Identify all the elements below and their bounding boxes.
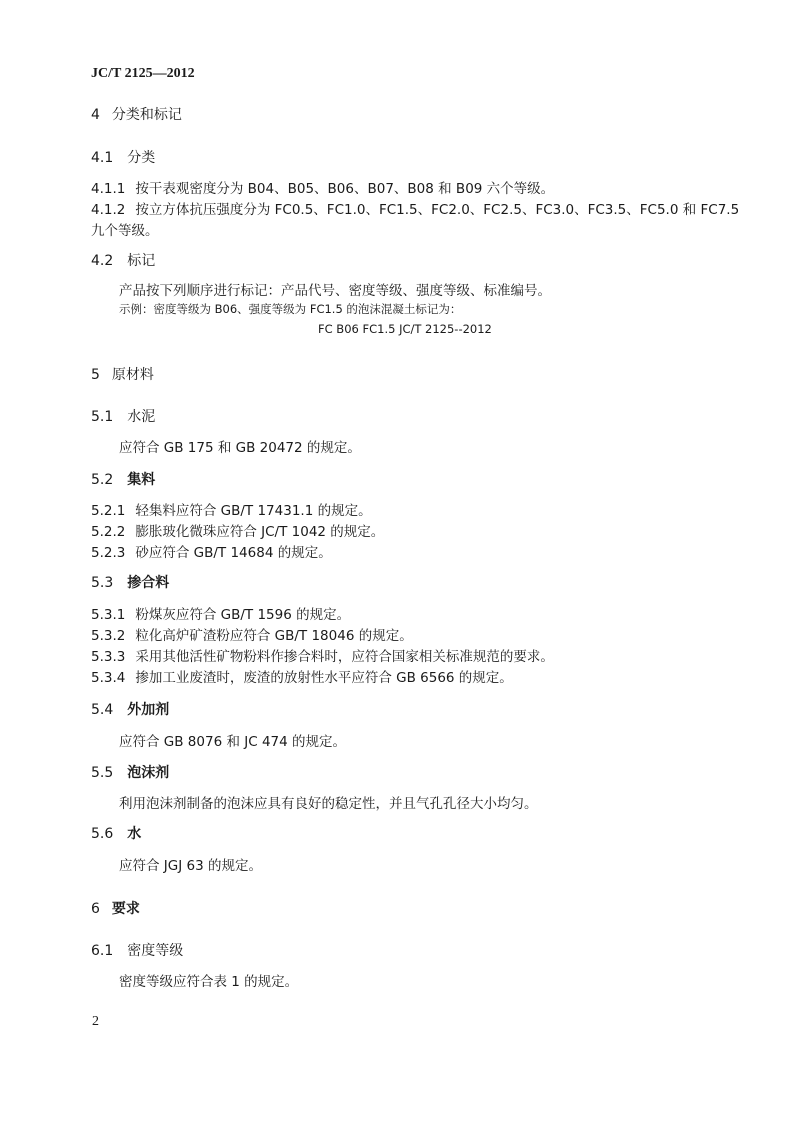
clause-5-2-3 bbox=[91, 541, 332, 561]
section-title: 分类 bbox=[127, 150, 156, 166]
clause-text: 掺加工业废渣时，废渣的放射性水平应符合 GB 6566 的规定。 bbox=[135, 670, 513, 686]
heading-section-4 bbox=[91, 104, 182, 124]
heading-5-4 bbox=[91, 699, 169, 719]
clause-number: 5.3.2 bbox=[91, 628, 126, 644]
clause-5-5-text: 利用泡沫剂制备的泡沫应具有良好的稳定性，并且气孔孔径大小均匀。 bbox=[119, 796, 538, 812]
section-number: 4.1 bbox=[91, 150, 114, 166]
clause-number: 5.2.1 bbox=[91, 503, 126, 519]
section-title: 要求 bbox=[111, 901, 140, 917]
clause-text: 采用其他活性矿物粉料作掺合料时，应符合国家相关标准规范的要求。 bbox=[135, 649, 554, 665]
clause-text: 按立方体抗压强度分为 FC0.5、FC1.0、FC1.5、FC2.0、FC2.5、FC3.0、FC3.5、FC5.0 和 FC7.5 bbox=[135, 202, 740, 218]
section-number: 5.3 bbox=[91, 575, 114, 591]
clause-5-3-1 bbox=[91, 603, 350, 623]
section-number: 4 bbox=[91, 107, 100, 123]
marking-example-code: FC B06 FC1.5 JC/T 2125--2012 bbox=[318, 322, 492, 336]
section-number: 5 bbox=[91, 367, 100, 383]
marking-order-text: 产品按下列顺序进行标记：产品代号、密度等级、强度等级、标准编号。 bbox=[119, 283, 551, 299]
clause-5-3-2 bbox=[91, 624, 413, 644]
section-number: 6.1 bbox=[91, 943, 114, 959]
clause-number: 4.1.2 bbox=[91, 202, 126, 218]
section-number: 5.1 bbox=[91, 409, 114, 425]
clause-number: 5.2.2 bbox=[91, 524, 126, 540]
section-number: 5.4 bbox=[91, 702, 114, 718]
clause-6-1-text: 密度等级应符合表 1 的规定。 bbox=[119, 974, 299, 990]
clause-5-3-4 bbox=[91, 666, 513, 686]
section-title: 分类和标记 bbox=[111, 107, 182, 123]
heading-4-1 bbox=[91, 147, 155, 167]
heading-5-2 bbox=[91, 469, 155, 489]
section-title: 原材料 bbox=[111, 367, 154, 383]
section-number: 5.6 bbox=[91, 826, 114, 842]
clause-text: 粒化高炉矿渣粉应符合 GB/T 18046 的规定。 bbox=[135, 628, 413, 644]
section-number: 5.5 bbox=[91, 765, 114, 781]
heading-section-5 bbox=[91, 364, 154, 384]
section-title: 掺合料 bbox=[127, 575, 170, 591]
section-title: 集料 bbox=[127, 472, 156, 488]
clause-text: 膨胀玻化微珠应符合 JC/T 1042 的规定。 bbox=[135, 524, 385, 540]
clause-text: 按干表观密度分为 B04、B05、B06、B07、B08 和 B09 六个等级。 bbox=[135, 181, 555, 197]
heading-4-2 bbox=[91, 250, 155, 270]
clause-text: 粉煤灰应符合 GB/T 1596 的规定。 bbox=[135, 607, 351, 623]
clause-5-2-2 bbox=[91, 520, 384, 540]
section-title: 密度等级 bbox=[127, 943, 184, 959]
clause-5-4-text: 应符合 GB 8076 和 JC 474 的规定。 bbox=[119, 734, 347, 750]
heading-5-6 bbox=[91, 823, 141, 843]
heading-6-1 bbox=[91, 940, 183, 960]
clause-5-1-text: 应符合 GB 175 和 GB 20472 的规定。 bbox=[119, 440, 361, 456]
clause-4-1-1 bbox=[91, 177, 554, 197]
clause-number: 5.3.4 bbox=[91, 670, 126, 686]
clause-4-1-2 bbox=[91, 198, 739, 218]
clause-number: 4.1.1 bbox=[91, 181, 126, 197]
clause-number: 5.3.1 bbox=[91, 607, 126, 623]
section-title: 泡沫剂 bbox=[127, 765, 170, 781]
clause-number: 5.2.3 bbox=[91, 545, 126, 561]
heading-5-3 bbox=[91, 572, 169, 592]
section-number: 4.2 bbox=[91, 253, 114, 269]
section-title: 水泥 bbox=[127, 409, 156, 425]
clause-4-1-2-continued: 九个等级。 bbox=[91, 223, 159, 239]
clause-5-2-1 bbox=[91, 499, 372, 519]
clause-5-6-text: 应符合 JGJ 63 的规定。 bbox=[119, 858, 262, 874]
heading-5-5 bbox=[91, 762, 169, 782]
clause-text: 轻集料应符合 GB/T 17431.1 的规定。 bbox=[135, 503, 372, 519]
clause-5-3-3 bbox=[91, 645, 554, 665]
clause-text: 砂应符合 GB/T 14684 的规定。 bbox=[135, 545, 332, 561]
marking-example-label: 示例：密度等级为 B06、强度等级为 FC1.5 的泡沫混凝土标记为： bbox=[119, 302, 462, 316]
heading-5-1 bbox=[91, 406, 155, 426]
heading-section-6 bbox=[91, 898, 140, 918]
section-title: 标记 bbox=[127, 253, 156, 269]
running-header: JC/T 2125—2012 bbox=[91, 66, 195, 81]
section-title: 水 bbox=[127, 826, 142, 842]
page-number: 2 bbox=[92, 1014, 99, 1029]
clause-number: 5.3.3 bbox=[91, 649, 126, 665]
section-number: 6 bbox=[91, 901, 100, 917]
section-number: 5.2 bbox=[91, 472, 114, 488]
section-title: 外加剂 bbox=[127, 702, 170, 718]
